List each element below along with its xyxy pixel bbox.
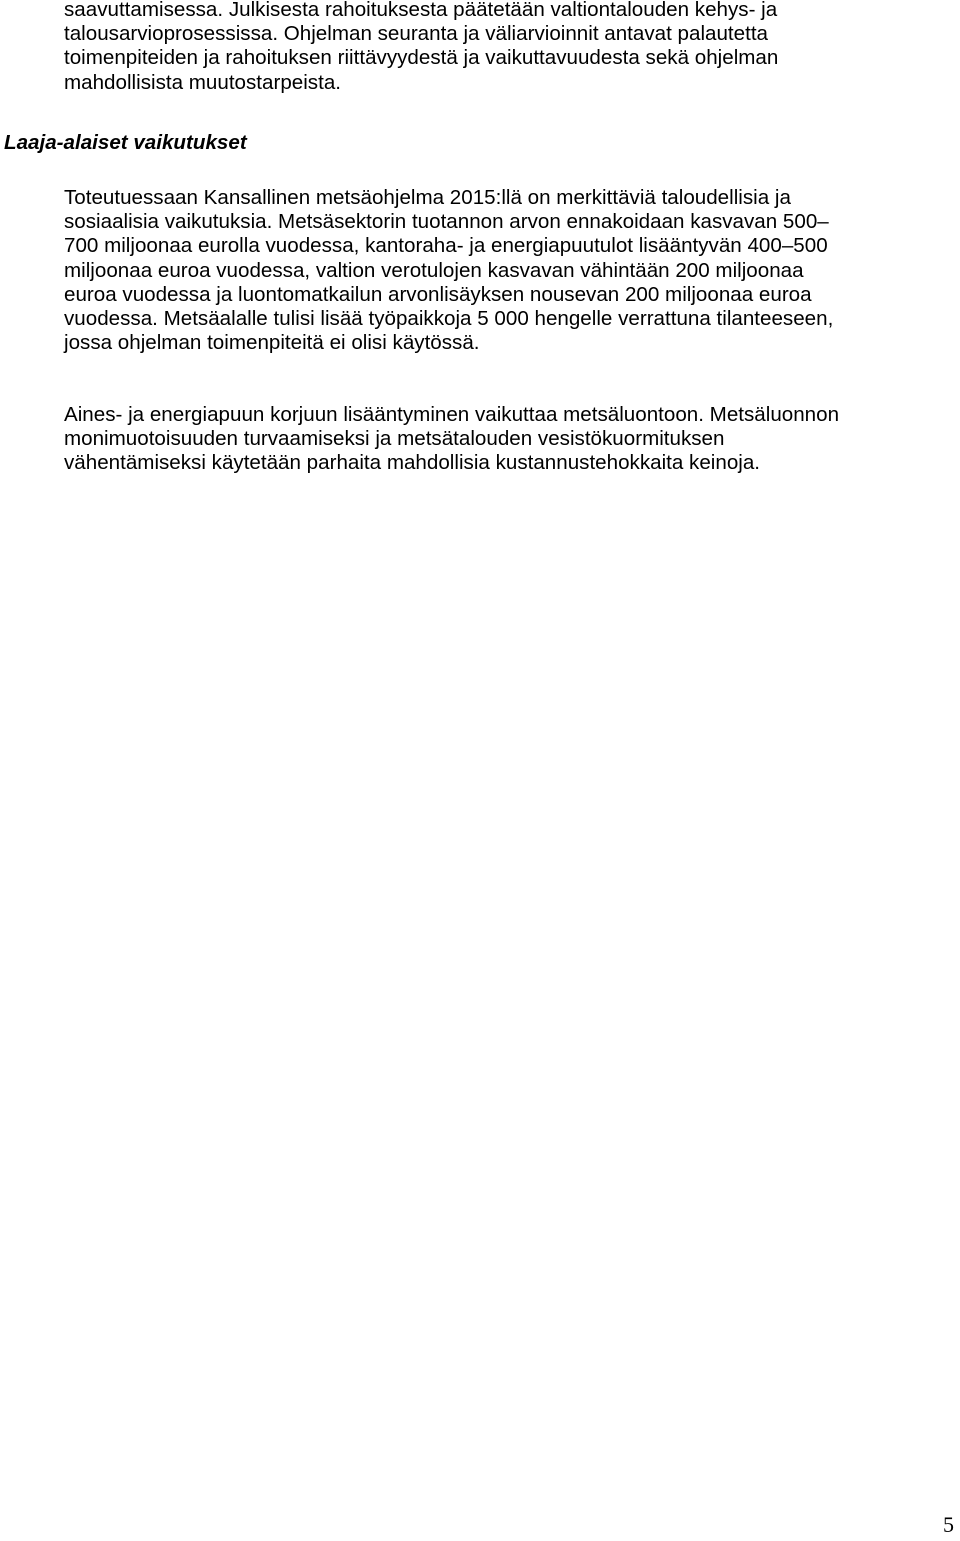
intro-paragraph: [64, 0, 956, 95]
text-line: 700 miljoonaa eurolla vuodessa, kantoraha- ja energiapuutulot lisääntyvän 400–500: [64, 234, 828, 258]
text-line: jossa ohjelman toimenpiteitä ei olisi käytössä.: [64, 331, 480, 355]
impact-paragraph: [64, 186, 956, 355]
text-line: monimuotoisuuden turvaamiseksi ja metsätalouden vesistökuormituksen: [64, 427, 725, 451]
text-line: mahdollisista muutostarpeista.: [64, 70, 341, 94]
text-line: Aines- ja energiapuun korjuun lisääntyminen vaikuttaa metsäluontoon. Metsäluonnon: [64, 403, 840, 426]
environment-paragraph: [64, 403, 956, 476]
text-line: vähentämiseksi käytetään parhaita mahdollisia kustannustehokkaita keinoja.: [64, 451, 761, 475]
text-line: toimenpiteiden ja rahoituksen riittävyydestä ja vaikuttavuudesta sekä ohjelman: [64, 46, 779, 70]
text-line: saavuttamisessa. Julkisesta rahoituksesta päätetään valtiontalouden kehys- ja: [64, 0, 778, 21]
text-line: euroa vuodessa ja luontomatkailun arvonlisäyksen nousevan 200 miljoonaa euroa: [64, 282, 812, 306]
text-line: Toteutuessaan Kansallinen metsäohjelma 2015:llä on merkittäviä taloudellisia ja: [64, 186, 791, 209]
text-line: sosiaalisia vaikutuksia. Metsäsektorin tuotannon arvon ennakoidaan kasvavan 500–: [64, 210, 829, 234]
page-number: 5: [943, 1512, 954, 1537]
section-heading: Laaja-alaiset vaikutukset: [4, 131, 247, 154]
text-line: talousarvioprosessissa. Ohjelman seuranta ja väliarvioinnit antavat palautetta: [64, 22, 769, 46]
text-line: vuodessa. Metsäalalle tulisi lisää työpaikkoja 5 000 hengelle verrattuna tilanteeseen,: [64, 306, 834, 330]
text-line: miljoonaa euroa vuodessa, valtion verotulojen kasvavan vähintään 200 miljoonaa: [64, 258, 804, 282]
